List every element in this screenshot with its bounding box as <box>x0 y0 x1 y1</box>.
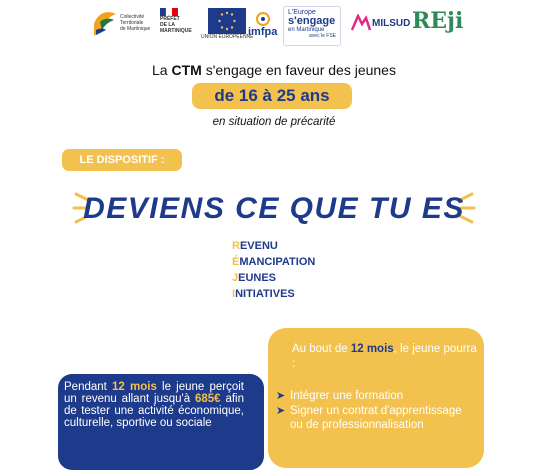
ctm-logo <box>92 8 150 38</box>
europe-sub: en Martinique <box>288 27 325 33</box>
acronym-word: EUNES <box>238 272 277 284</box>
imfpa-text: imfpa <box>248 26 278 38</box>
dispositif-label: LE DISPOSITIF : <box>62 149 182 171</box>
acronym-word: EVENU <box>239 240 278 252</box>
outcome-intro-c: , le jeune pourra : <box>292 343 477 370</box>
list-item <box>276 404 476 432</box>
chevron-right-icon: ➤ <box>276 405 286 417</box>
imfpa-logo <box>248 12 277 38</box>
acronym-letter: É <box>232 256 240 268</box>
income-text <box>64 381 244 429</box>
acronym-line-j <box>232 270 315 286</box>
headline <box>0 62 548 78</box>
income-text-c: le jeune perçoit un revenu allant jusqu'à <box>64 381 244 405</box>
eu-flag-icon <box>208 8 246 34</box>
europe-engage-logo <box>283 6 341 46</box>
acronym-letter: I <box>232 288 236 300</box>
prefet-logo <box>160 8 192 34</box>
outcome-intro-duration: 12 mois <box>350 343 394 355</box>
outcome-item-text: Intégrer une formation <box>290 390 404 402</box>
milsud-logo-icon <box>350 14 372 32</box>
reji-logo <box>412 8 463 34</box>
outcome-intro-a: Au bout de <box>292 343 351 355</box>
milsud-logo <box>350 14 410 32</box>
ctm-line1: Collectivité <box>120 14 145 20</box>
europe-big: s'engage <box>288 15 336 27</box>
outcome-item-text: Signer un contrat d'apprentissage ou de professionnalisation <box>290 405 462 431</box>
chevron-right-icon: ➤ <box>276 390 286 402</box>
eu-caption: UNION EUROPÉENNE <box>201 34 254 40</box>
partner-logos <box>0 0 548 52</box>
acronym-line-e <box>232 254 315 270</box>
income-amount: 685€ <box>195 393 221 405</box>
age-range-badge: de 16 à 25 ans <box>192 83 352 109</box>
acronym-list <box>232 238 315 302</box>
acronym-word: NITIATIVES <box>235 288 295 300</box>
headline-rest: s'engage en faveur des jeunes <box>201 62 396 78</box>
ctm-line2: Territoriale <box>120 20 144 26</box>
acronym-line-r <box>232 238 315 254</box>
outcome-intro <box>292 342 478 372</box>
income-text-a: Pendant <box>64 381 113 393</box>
headline-ctm: CTM <box>171 62 202 78</box>
acronym-letter: J <box>232 272 239 284</box>
bird-logo-icon <box>92 8 118 38</box>
marianne-logo-icon <box>160 8 178 16</box>
reji-text: REji <box>412 8 464 34</box>
precarity-text: en situation de précarité <box>212 116 336 128</box>
europe-note: avec le FSE <box>309 33 336 39</box>
acronym-word: MANCIPATION <box>239 256 316 268</box>
income-text-e: afin de tester une activité économique, culturelle, sportive ou sociale <box>64 393 244 429</box>
headline-prefix: La <box>152 62 172 78</box>
acronym-letter: R <box>232 240 240 252</box>
imfpa-logo-icon <box>256 12 270 26</box>
eu-logo <box>201 8 254 40</box>
prefet-line1: PRÉFET <box>160 16 180 22</box>
ctm-line3: de Martinique <box>120 26 151 32</box>
income-duration: 12 mois <box>112 381 157 393</box>
list-item <box>276 389 476 403</box>
prefet-line3: MARTINIQUE <box>160 28 192 34</box>
acronym-line-i <box>232 286 315 302</box>
milsud-text: MILSUD <box>372 17 411 29</box>
prefet-line2: DE LA <box>160 22 175 28</box>
europe-top: L'Europe <box>288 9 316 16</box>
outcome-list <box>276 389 476 433</box>
slogan: DEVIENS CE QUE TU ES <box>83 192 465 225</box>
